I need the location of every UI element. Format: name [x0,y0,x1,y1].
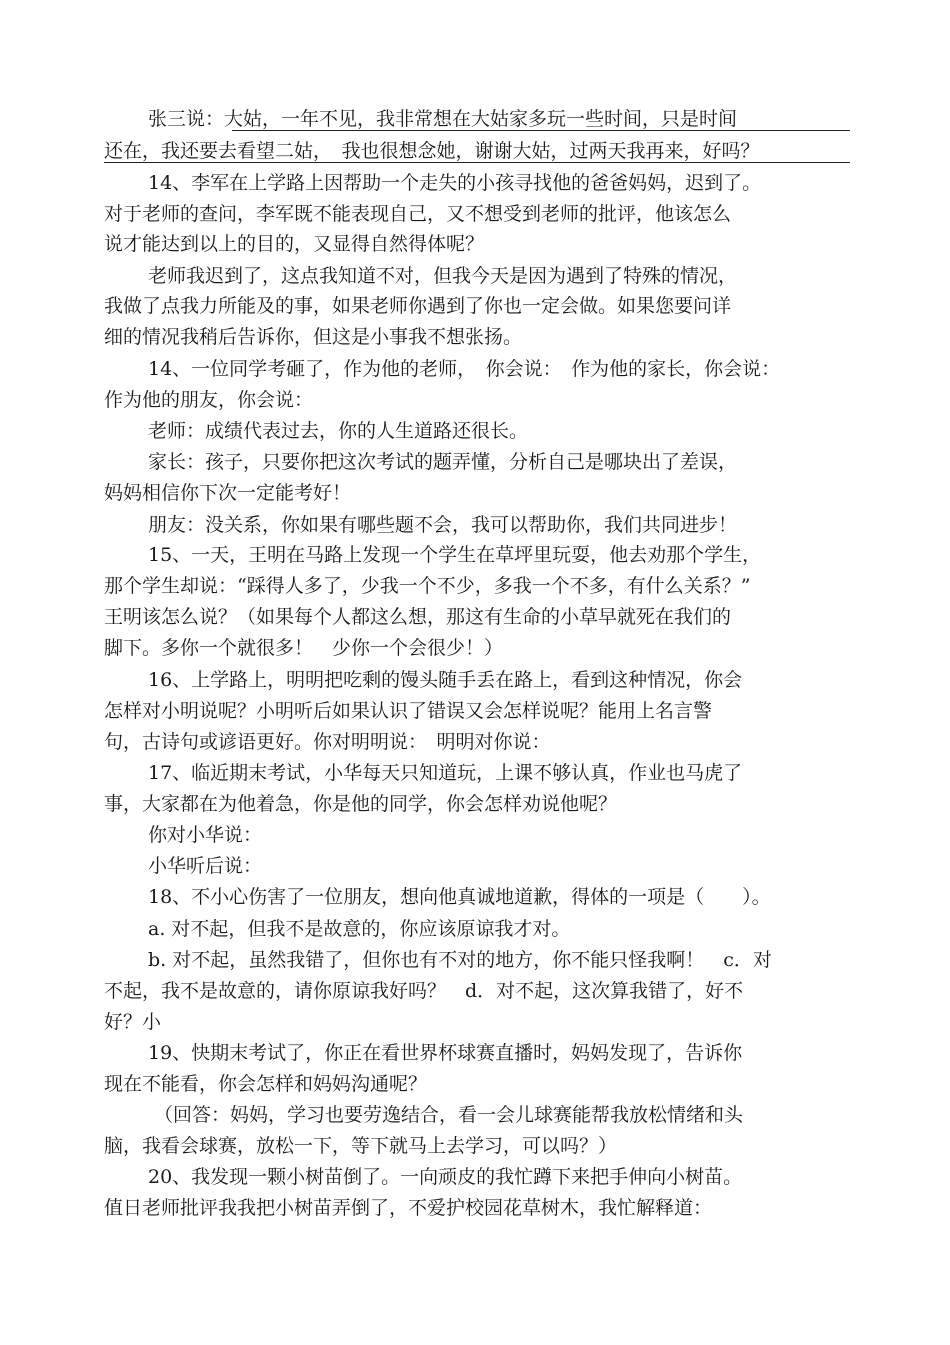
text-line: 细的情况我稍后告诉你，但这是小事我不想张扬。 [104,326,523,348]
text-line: 王明该怎么说？（如果每个人都这么想，那这有生命的小草早就死在我们的 [104,606,732,628]
text-line: 作为他的朋友，你会说： [104,389,314,411]
answer-underline [232,130,850,131]
text-line: （回答：妈妈，学习也要劳逸结合，看一会儿球赛能帮我放松情绪和头 [154,1104,744,1126]
text-line: 值日老师批评我我把小树苗弄倒了，不爱护校园花草树木，我忙解释道： [104,1197,713,1219]
text-line: 妈妈相信你下次一定能考好！ [104,482,352,504]
text-line: 那个学生却说：“踩得人多了，少我一个不少，多我一个不多，有什么关系？” [104,575,751,597]
text-line: 怎样对小明说呢？小明听后如果认识了错误又会怎样说呢？能用上名言警 [104,700,713,722]
text-line: 19、快期末考试了，你正在看世界杯球赛直播时，妈妈发现了，告诉你 [148,1042,743,1064]
text-line: 张三说：大姑，一年不见，我非常想在大姑家多玩一些时间，只是时间 [148,108,738,130]
text-line: 朋友：没关系，你如果有哪些题不会，我可以帮助你，我们共同进步！ [148,514,738,536]
text-line: 还在，我还要去看望二姑， 我也很想念她，谢谢大姑，过两天我再来，好吗？ [104,140,760,162]
text-line: 18、不小心伤害了一位朋友，想向他真诚地道歉，得体的一项是（ ）。 [148,886,771,908]
text-line: 脑，我看会球赛，放松一下，等下就马上去学习，可以吗？） [104,1135,618,1157]
text-line: 好？小 [104,1011,162,1033]
answer-underline [104,162,850,163]
text-line: 现在不能看，你会怎样和妈妈沟通呢？ [104,1073,428,1095]
text-line: 小华听后说： [148,855,263,877]
text-line: 对于老师的查问，李军既不能表现自己，又不想受到老师的批评，他该怎么 [104,203,732,225]
text-line: b. 对不起，虽然我错了，但你也有不对的地方，你不能只怪我啊！ c．对 [148,949,772,971]
text-line: 我做了点我力所能及的事，如果老师你遇到了你也一定会做。如果您要问详 [104,295,732,317]
text-line: 不起，我不是故意的，请你原谅我好吗？ d．对不起，这次算我错了，好不 [104,980,744,1002]
text-line: 14、一位同学考砸了，作为他的老师， 你会说： 作为他的家长，你会说： [148,358,781,380]
text-line: 句，古诗句或谚语更好。你对明明说： 明明对你说： [104,731,551,753]
text-line: 17、临近期末考试，小华每天只知道玩，上课不够认真，作业也马虎了 [148,762,743,784]
text-line: 16、上学路上，明明把吃剩的馒头随手丢在路上，看到这种情况，你会 [148,669,743,691]
text-line: a. 对不起，但我不是故意的，你应该原谅我才对。 [148,918,571,940]
text-line: 家长：孩子，只要你把这次考试的题弄懂，分析自己是哪块出了差误， [148,451,738,473]
text-line: 老师：成绩代表过去，你的人生道路还很长。 [148,420,529,442]
text-line: 说才能达到以上的目的，又显得自然得体呢？ [104,233,485,255]
text-line: 14、李军在上学路上因帮助一个走失的小孩寻找他的爸爸妈妈，迟到了。 [148,172,762,194]
text-line: 事，大家都在为他着急，你是他的同学，你会怎样劝说他呢？ [104,793,618,815]
text-line: 脚下。多你一个就很多！ 少你一个会很少！） [104,637,504,659]
text-line: 老师我迟到了，这点我知道不对，但我今天是因为遇到了特殊的情况， [148,265,738,287]
text-line: 你对小华说： [148,824,263,846]
text-line: 15、一天，王明在马路上发现一个学生在草坪里玩耍，他去劝那个学生， [148,544,762,566]
text-line: 20、我发现一颗小树苗倒了。一向顽皮的我忙蹲下来把手伸向小树苗。 [148,1166,743,1188]
